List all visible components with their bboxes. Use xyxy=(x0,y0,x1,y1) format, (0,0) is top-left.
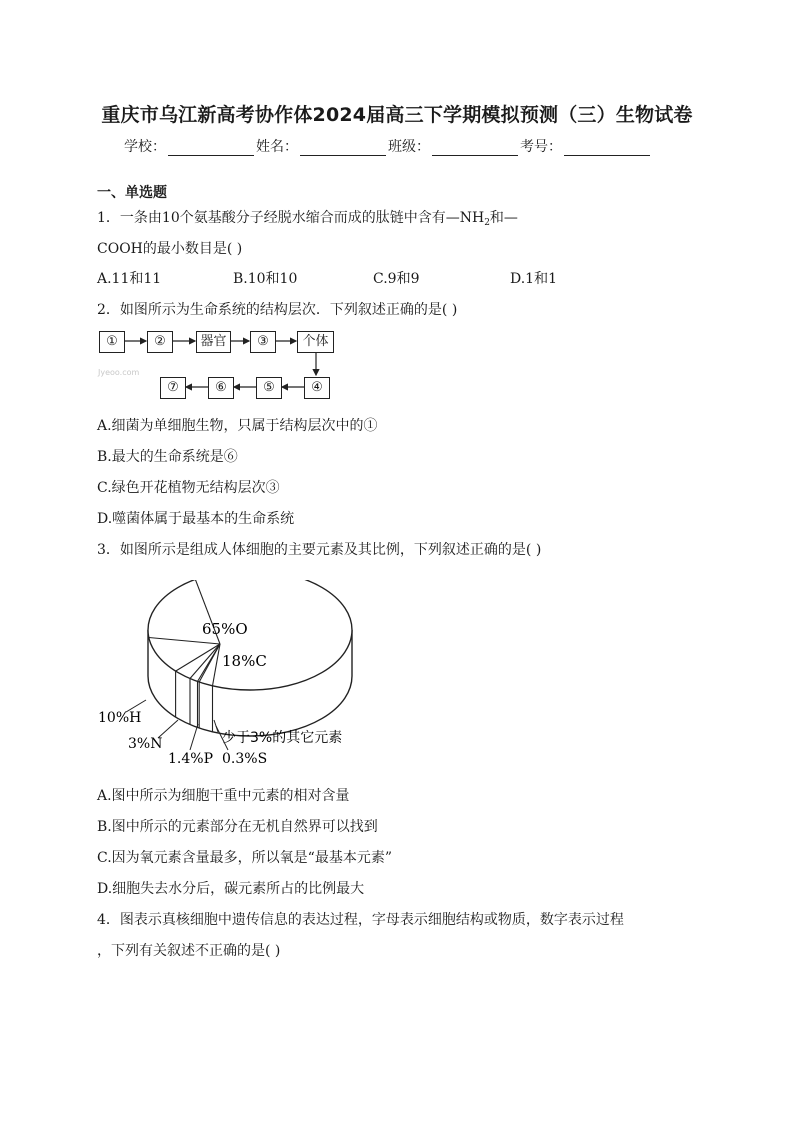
level-box-7: ⑦ xyxy=(160,377,186,399)
q3-option-d: D.细胞失去水分后，碳元素所占的比例最大 xyxy=(97,881,365,897)
student-info-row xyxy=(124,136,684,156)
q1-option-d: D.1和1 xyxy=(510,271,557,287)
slice-label-o: 65%O xyxy=(202,620,248,638)
q4-stem-line2: ，下列有关叙述不正确的是( ) xyxy=(97,943,281,959)
q3-option-a: A.图中所示为细胞干重中元素的相对含量 xyxy=(97,788,350,804)
slice-label-n: 3%N xyxy=(128,736,163,752)
q1-option-c: C.9和9 xyxy=(373,271,420,287)
q3-stem: 3．如图所示是组成人体细胞的主要元素及其比例，下列叙述正确的是( ) xyxy=(97,542,542,558)
exam-title: 重庆市乌江新高考协作体2024届高三下学期模拟预测（三）生物试卷 xyxy=(101,104,693,126)
pie-top-face xyxy=(148,580,352,690)
q1-option-a: A.11和11 xyxy=(97,271,162,287)
pie-chart-svg xyxy=(98,580,398,770)
slice-label-c: 18%C xyxy=(222,652,267,670)
slice-label-h: 10%H xyxy=(98,710,142,726)
level-box-3: ③ xyxy=(250,331,276,353)
q4-stem-line1: 4．图表示真核细胞中遗传信息的表达过程，字母表示细胞结构或物质，数字表示过程 xyxy=(97,912,624,928)
q2-option-d: D.噬菌体属于最基本的生命系统 xyxy=(97,511,295,527)
q3-option-c: C.因为氧元素含量最多，所以氧是“最基本元素” xyxy=(97,850,392,866)
school-blank xyxy=(168,141,254,156)
q1-option-b: B.10和10 xyxy=(233,271,298,287)
q2-option-b: B.最大的生命系统是⑥ xyxy=(97,449,238,465)
pie-leader-2 xyxy=(190,724,198,750)
level-box-4: ④ xyxy=(304,377,330,399)
exam-number-blank xyxy=(564,141,650,156)
name-label: 姓名： xyxy=(256,139,298,155)
structure-levels-diagram xyxy=(96,328,346,400)
level-box-individual: 个体 xyxy=(297,331,334,353)
q3-option-b: B.图中所示的元素部分在无机自然界可以找到 xyxy=(97,819,378,835)
slice-label-s: 0.3%S xyxy=(222,751,268,767)
section-heading: 一、单选题 xyxy=(97,185,167,201)
q2-option-a: A.细菌为单细胞生物，只属于结构层次中的① xyxy=(97,418,378,434)
level-box-5: ⑤ xyxy=(256,377,282,399)
class-blank xyxy=(432,141,518,156)
level-box-6: ⑥ xyxy=(208,377,234,399)
element-pie-chart xyxy=(98,580,398,770)
q2-option-c: C.绿色开花植物无结构层次③ xyxy=(97,480,280,496)
school-label: 学校： xyxy=(124,139,166,155)
level-box-organ: 器官 xyxy=(196,331,231,353)
slice-label-other: 少于3%的其它元素 xyxy=(222,730,343,746)
level-box-2: ② xyxy=(147,331,173,353)
q2-stem: 2．如图所示为生命系统的结构层次．下列叙述正确的是( ) xyxy=(97,302,458,318)
q1-stem-line2: COOH的最小数目是( ) xyxy=(97,241,243,257)
level-box-1: ① xyxy=(99,331,125,353)
slice-label-p: 1.4%P xyxy=(168,751,213,767)
q1-stem-line1: 1．一条由10个氨基酸分子经脱水缩合而成的肽链中含有$—NH_2$和— xyxy=(97,210,518,228)
name-blank xyxy=(300,141,386,156)
class-label: 班级： xyxy=(388,139,430,155)
exam-number-label: 考号： xyxy=(520,139,562,155)
diagram-watermark: Jyeoo.com xyxy=(98,368,140,377)
